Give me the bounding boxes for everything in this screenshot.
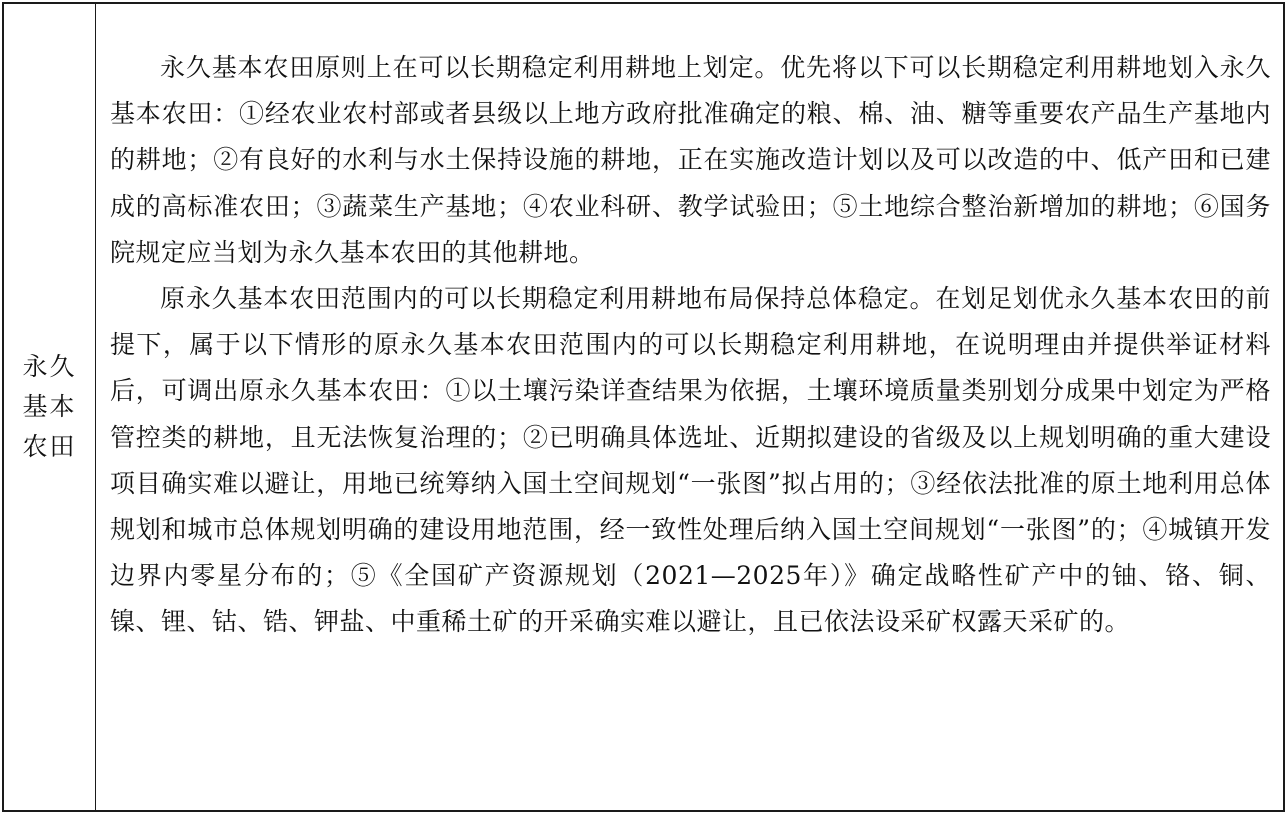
row-label: 永久基本农田	[22, 352, 77, 461]
paragraph-1: 永久基本农田原则上在可以长期稳定利用耕地上划定。优先将以下可以长期稳定利用耕地划入永久基本农田：①经农业农村部或者县级以上地方政府批准确定的粮、棉、油、糖等重要农产品生产基地内的耕地；②有良好的水利与水土保持设施的耕地，正在实施改造计划以及可以改造的中、低产田和已建成的高标准农田；③蔬菜生产基地；④农业科研、教学试验田；⑤土地综合整治新增加的耕地；⑥国务院规定应当划为永久基本农田的其他耕地。	[110, 53, 1271, 267]
content-table	[2, 2, 1285, 812]
paragraph-2: 原永久基本农田范围内的可以长期稳定利用耕地布局保持总体稳定。在划足划优永久基本农田的前提下，属于以下情形的原永久基本农田范围内的可以长期稳定利用耕地，在说明理由并提供举证材料后，可调出原永久基本农田：①以土壤污染详查结果为依据，土壤环境质量类别划分成果中划定为严格管控类的耕地，且无法恢复治理的；②已明确具体选址、近期拟建设的省级及以上规划明确的重大建设项目确实难以避让，用地已统筹纳入国土空间规划“一张图”拟占用的；③经依法批准的原土地利用总体规划和城市总体规划明确的建设用地范围，经一致性处理后纳入国土空间规划“一张图”的；④城镇开发边界内零星分布的；⑤《全国矿产资源规划（2021—2025年）》确定战略性矿产中的铀、铬、铜、镍、锂、钴、锆、钾盐、中重稀土矿的开采确实难以避让，且已依法设采矿权露天采矿的。	[110, 284, 1271, 637]
row-label-cell	[4, 4, 96, 810]
row-content-cell	[96, 4, 1283, 810]
